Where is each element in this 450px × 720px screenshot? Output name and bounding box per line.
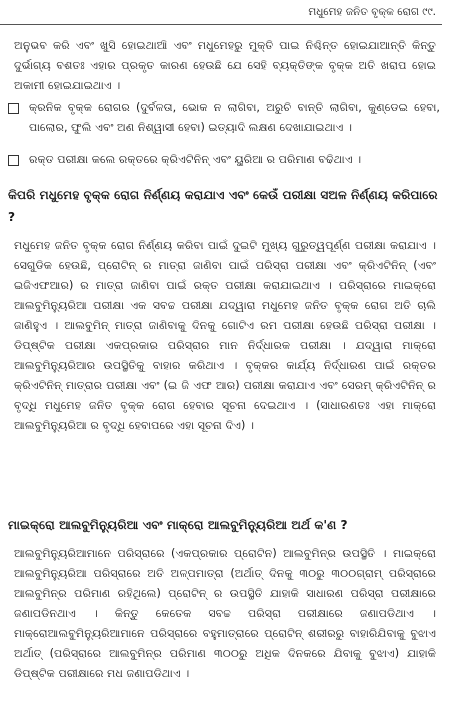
bullet-text: ରକ୍ତ ପରୀକ୍ଷା କଲେ ରକ୍ତରେ କ୍ରିଏଟିନିନ୍ ଏବଂ ୟୁରିଆ ର ପରିମାଣ ବଢିଥାଏ । <box>29 153 362 166</box>
intro-paragraph: ଅନୁଭବ କରି ଏବଂ ଖୁସି ହୋଇଥାଆି ଏବଂ ମଧୁମେହରୁ ମୁକ୍ତି ପାଇ ନିଶ୍ଚିନ୍ତ ହୋଇଯାଆନ୍ତି କିନ୍ତୁ ଦୁର୍ଭାଗ୍ୟ ବଶତଃ ଏହାର ପ୍ରକୃତ କାରଣ ହେଉଛି ଯେ ସେହି ବ୍ୟକ୍ତିଙ୍କ ବୃକ୍କ ଅତି ଖରାପ ହୋଇ ଅକାମୀ ହୋଇଯାଇଥାଏ । <box>14 39 436 92</box>
section-heading: ମାଇକ୍ରୋ ଆଲବୁମିନ୍ୟୁରିଆ ଏବଂ ମାକ୍ରୋ ଆଲବୁମିନ୍ୟୁରିଆ ଅର୍ଥ କ'ଣ ? <box>8 518 348 532</box>
section-body: ଆଲବୁମିନ୍ୟୁରିଆମାନେ ପରିସ୍ରାରେ (ଏକପ୍ରକାର ପ୍ରୋଟିନ) ଆଲବୁମିନ୍‌ର ଉପସ୍ଥିତି । ମାଇକ୍ରୋ ଆଲବୁମିନ୍ୟୁରିଆ ପରିସ୍ରାରେ ଅତି ଅଳ୍ପମାତ୍ରା (ଅର୍ଥାତ୍ ଦିନକୁ ୩୦ରୁ ୩୦୦ଗ୍ରାମ୍ ପରିସ୍ରାରେ ଆଲବୁମିନ୍‌ର ପରିମାଣ ରହିଥିଲେ) ପ୍ରୋଟିନ୍ ର ଉପସ୍ଥିତି ଯାହାକି ସାଧାରଣ ପରିସ୍ରା ପରୀକ୍ଷାରେ ଜଣାପଡିନଥାଏ । କିନ୍ତୁ କେତେକ ସବଚ୍ଚ ପରିସ୍ରା ପରୀକ୍ଷାରେ ଜଣାପଡିଥାଏ । ମାକ୍ରୋଆଲବୁମିନ୍ୟୁରିଆମାନେ ପରିସ୍ରାରେ ବହୁମାତ୍ରାରେ ପ୍ରୋଟିନ୍ ଶରୀରରୁ ବାହାରିଯିବାକୁ ବୁଝାଏ ଅର୍ଥାତ୍ (ପରିସ୍ରାରେ ଆଲବୁମିନ୍‌ର ପରିମାଣ ୩୦୦ରୁ ଅଧିକ ଦିନକରେ ଯିବାକୁ ବୁଝାଏ) ଯାହାକି ଡିପ୍‌ଷ୍ଟିକ ପରୀକ୍ଷାରେ ମଧ ଜଣାପଡିଥାଏ । <box>14 547 436 680</box>
checkbox-bullet-icon <box>8 103 19 114</box>
running-header: ମଧୁମେହ ଜନିତ ବୃକ୍କ ରୋଗ ୯୯. <box>308 6 436 18</box>
bullet-item <box>8 150 440 170</box>
section-heading: କିପରି ମଧୁମେହ ବୃକ୍କ ରୋଗ ନିର୍ଣ୍ଣୟ କରାଯାଏ ଏବଂ କେଉଁ ପରୀକ୍ଷା ସଅଳ ନିର୍ଣ୍ଣୟ କରିପାରେ ? <box>8 188 438 224</box>
bullet-text: କ୍ରନିକ ବୃକ୍କ ରୋଗର (ଦୁର୍ବଳତା, ଭୋକ ନ ଲାଗିବା, ଅରୁଚି ବାନ୍ତି ଲାଗିବା, କୁଣ୍ଡେଇ ହେବା, ପାଲୋର, ଫୁଲି ଏବଂ ଅଣ ନିଶ୍ୱାସୀ ହେବା) ଇତ୍ୟାଦି ଲକ୍ଷଣ ଦେଖାଯାଇଥାଏ । <box>29 101 440 134</box>
bullet-item <box>8 98 440 138</box>
header-rule <box>0 24 442 25</box>
section-body: ମଧୁମେହ ଜନିତ ବୃକ୍କ ରୋଗ ନିର୍ଣ୍ଣୟ କରିବା ପାଇଁ ଦୁଇଟି ମୁଖ୍ୟ ଗୁରୁତ୍ୱପୂର୍ଣ୍ଣ ପରୀକ୍ଷା କରାଯାଏ । ସେଗୁଡିକ ହେଉଛି, ପ୍ରୋଟିନ୍ ର ମାତ୍ରା ଜାଣିବା ପାଇଁ ପରିସ୍ରା ପରୀକ୍ଷା ଏବଂ କ୍ରିଏଟିନିନ୍ (ଏବଂ ଇଜିଏଫଆର) ର ମାତ୍ରା ଜାଣିବା ପାଇଁ ରକ୍ତ ପରୀକ୍ଷା କରାଯାଇଥାଏ । ପରିସ୍ରାରେ ମାଇକ୍ରୋ ଆଲବୁମିନ୍ୟୁରିଆ ପରୀକ୍ଷା ଏକ ସବଚ୍ଚ ପରୀକ୍ଷା ଯଦ୍ୱାରା ମଧୁମେହ ଜନିତ ବୃକ୍କ ରୋଗ ଅତି ଚାଲି ଜାଣିହୁଏ । ଆଲବୁମିନ୍ ମାତ୍ରା ଜାଣିବାକୁ ଦିନକୁ ଗୋଟିଏ ରମ ପରୀକ୍ଷା ହେଉଛି ପରିସ୍ରା ପରୀକ୍ଷା । ଡିପ୍‌ଷ୍ଟିକ ପରୀକ୍ଷା ଏକପ୍ରକାର ପରିସ୍ରାର ମାନ ନିର୍ଦ୍ଧାରକ ପରୀକ୍ଷା । ଯଦ୍ୱାରା ମାକ୍ରୋ ଆଲବୁମିନ୍ୟୁରିଆର ଉପସ୍ଥିତିକୁ ବାହାର କରିଥାଏ । ବୃକ୍କର କାର୍ଯ୍ୟ ନିର୍ଦ୍ଧାରଣ ପାଇଁ ରକ୍ତର କ୍ରିଏଟିନିନ୍ ମାତ୍ରାର ପରୀକ୍ଷା ଏବଂ (ଇ ଜି ଏଫ ଆର) ପରୀକ୍ଷା କରାଯାଏ ଏବଂ ସେରମ୍ କ୍ରିଏଟିନିନ୍ ର ବୃଦ୍ଧି ମଧୁମେହ ଜନିତ ବୃକ୍କ ରୋଗ ହେବାର ସୂଚନା ଦେଇଥାଏ । (ସାଧାରଣତଃ ଏହା ମାକ୍ରୋ ଆଲବୁମିନ୍ୟୁରିଆ ର ବୃଦ୍ଧି ହେବାପରେ ଏହା ସୂଚନା ଦିଏ) । <box>14 239 436 432</box>
checkbox-bullet-icon <box>8 155 19 166</box>
